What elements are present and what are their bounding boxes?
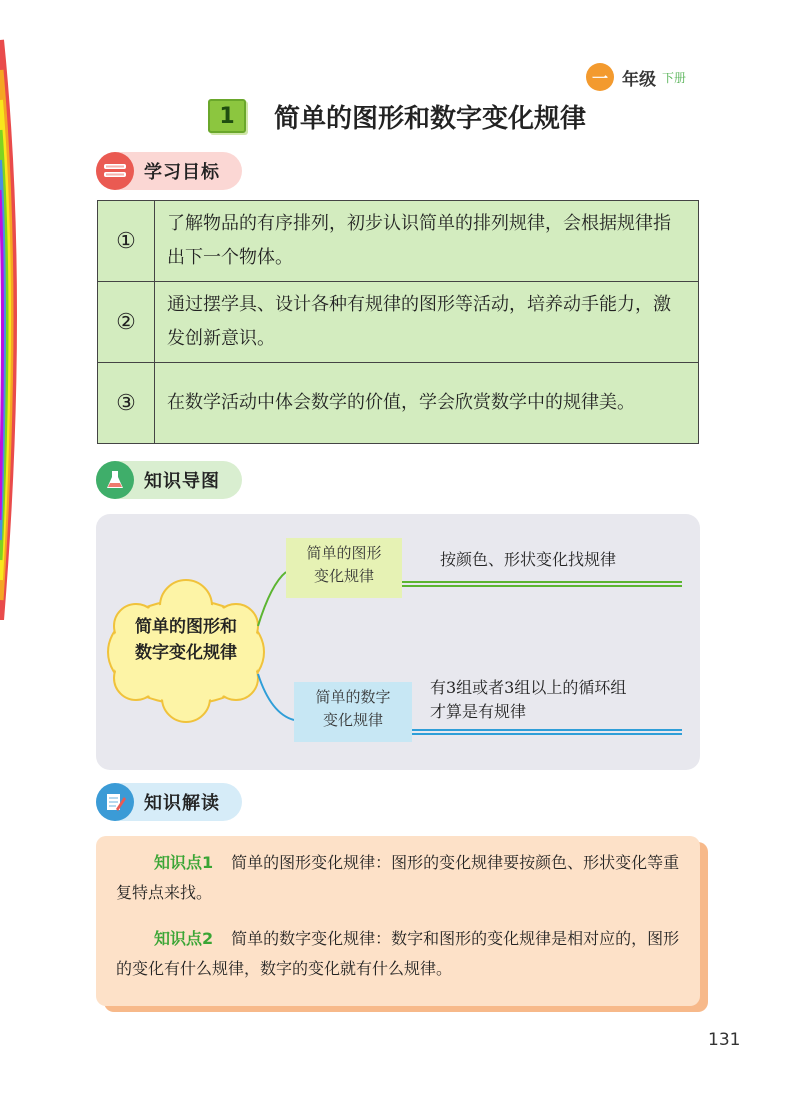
table-row (98, 282, 699, 363)
mindmap-branch2-line1: 简单的数字 (315, 688, 391, 706)
mindmap-branch1-line2: 变化规律 (313, 567, 374, 585)
section-reading-label: 知识解读 (144, 793, 220, 814)
section-goals-header (96, 152, 242, 190)
chapter-number: 1 (208, 99, 246, 133)
grade-number-badge: 一 (586, 63, 614, 91)
knowledge-point-1 (116, 848, 688, 908)
mindmap-branch1-line1: 简单的图形 (306, 544, 382, 562)
mindmap-center-line1: 简单的图形和 (135, 617, 237, 637)
mindmap-branch2-connector (258, 674, 294, 720)
mindmap-branch1-label (286, 542, 402, 588)
knowledge-point-text: 简单的图形变化规律：图形的变化规律要按颜色、形状变化等重复特点来找。 (116, 853, 680, 902)
goal-number: ① (98, 201, 155, 282)
notebook-pencil-icon (96, 783, 134, 821)
flask-icon (96, 461, 134, 499)
rainbow-decoration (0, 0, 26, 620)
section-goals-label: 学习目标 (144, 162, 220, 183)
chapter-title-row (208, 96, 586, 136)
mindmap-center-line2: 数字变化规律 (135, 643, 237, 663)
mindmap-branch2-label (294, 686, 412, 732)
grade-volume: 下册 (662, 70, 687, 85)
knowledge-point-text: 简单的数字变化规律：数字和图形的变化规律是相对应的，图形的变化有什么规律，数字的变化就有什么规律。 (116, 929, 680, 978)
goal-text: 在数学活动中体会数学的价值，学会欣赏数学中的规律美。 (155, 363, 699, 444)
table-row (98, 201, 699, 282)
knowledge-point-label: 知识点1 (154, 853, 214, 872)
page-number: 131 (708, 1030, 741, 1050)
goal-number: ③ (98, 363, 155, 444)
mindmap-branch2-line2: 变化规律 (322, 711, 383, 729)
mindmap-branch2-desc (430, 676, 626, 724)
goal-text: 通过摆学具、设计各种有规律的图形等活动，培养动手能力，激发创新意识。 (155, 282, 699, 363)
grade-label: 年级 (622, 69, 656, 90)
books-icon (96, 152, 134, 190)
section-map-label: 知识导图 (144, 471, 220, 492)
goal-text: 了解物品的有序排列，初步认识简单的排列规律，会根据规律指出下一个物体。 (155, 201, 699, 282)
mindmap-branch2-desc-line2: 才算是有规律 (430, 702, 527, 721)
mindmap-branch1-desc: 按颜色、形状变化找规律 (440, 550, 617, 569)
section-reading-header (96, 783, 242, 821)
grade-header (586, 62, 686, 92)
knowledge-point-label: 知识点2 (154, 929, 214, 948)
table-row (98, 363, 699, 444)
goal-number: ② (98, 282, 155, 363)
knowledge-point-2 (116, 924, 688, 984)
mindmap-branch2-desc-line1: 有3组或者3组以上的循环组 (430, 678, 627, 697)
mindmap-center-label (112, 614, 260, 666)
mindmap-branch1-connector (258, 572, 286, 626)
chapter-title: 简单的图形和数字变化规律 (274, 103, 587, 134)
section-map-header (96, 461, 242, 499)
goals-table (97, 200, 699, 444)
